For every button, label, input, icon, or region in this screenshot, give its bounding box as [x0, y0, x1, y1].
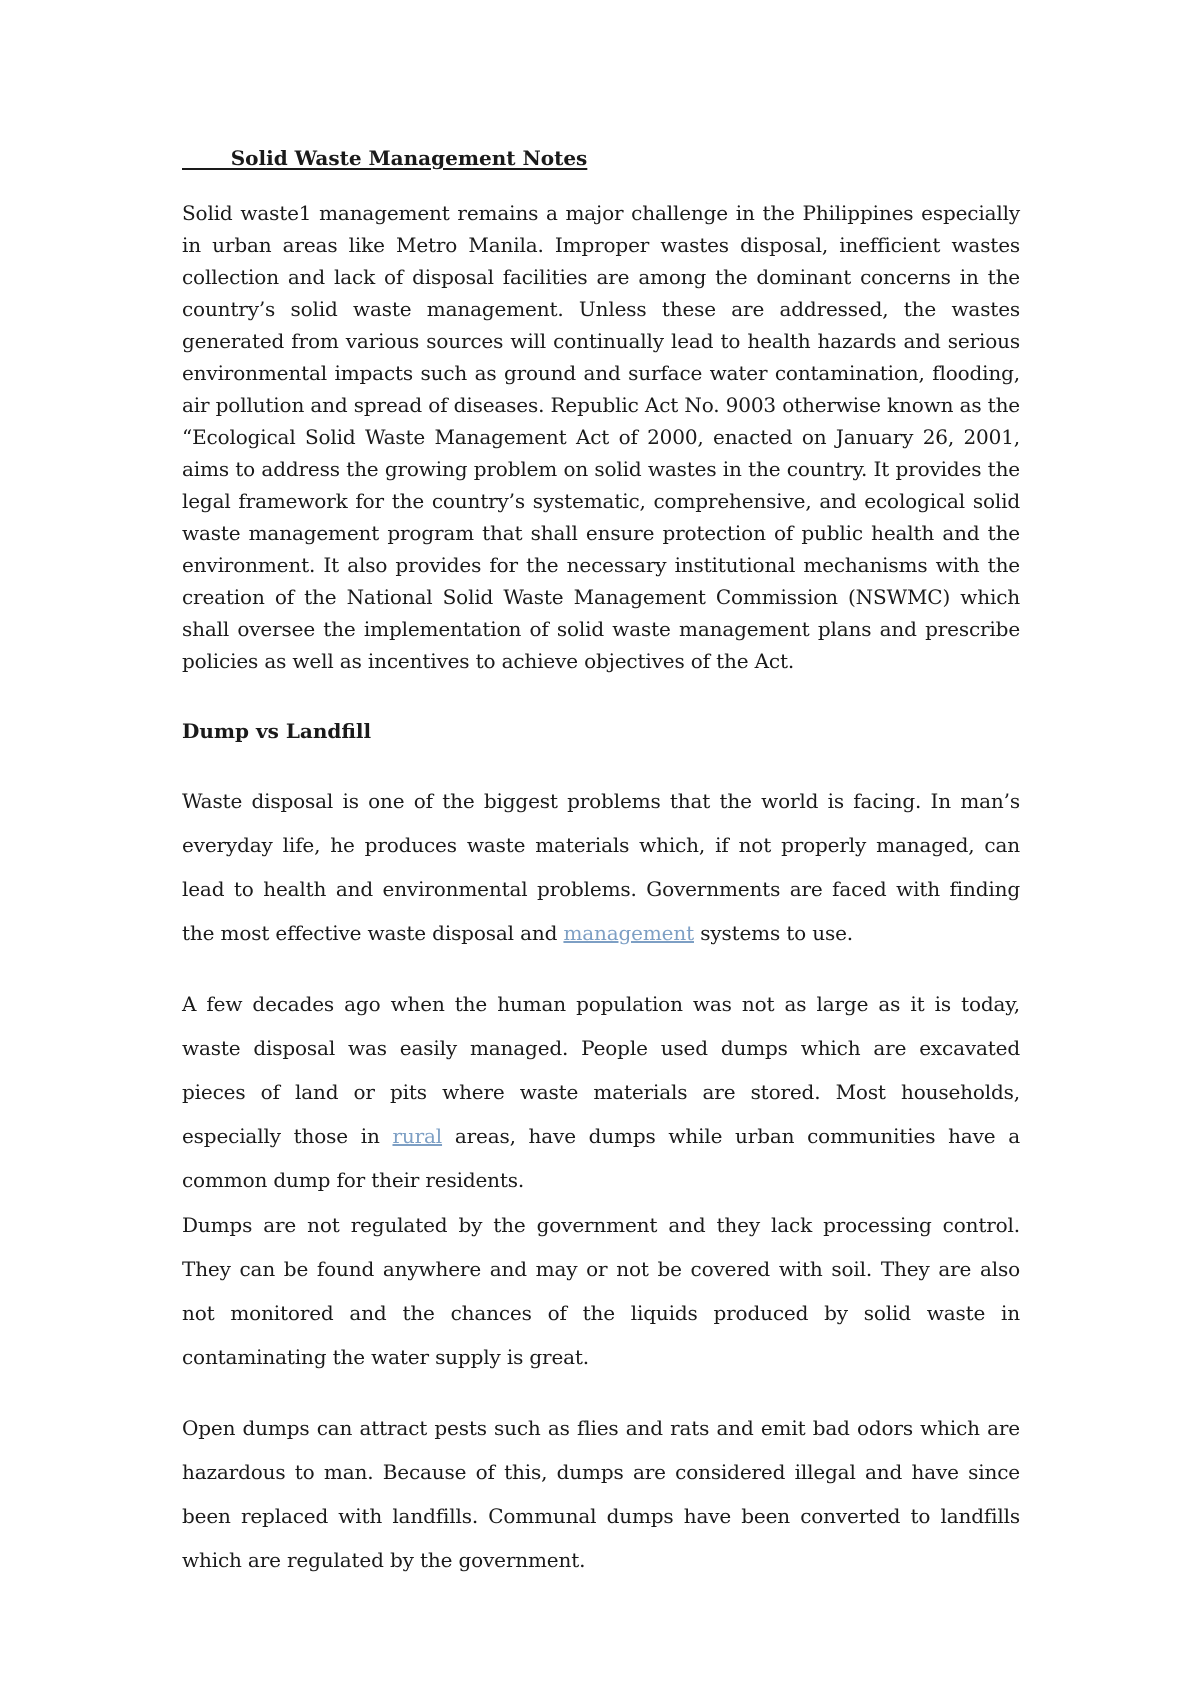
- paragraph-open-dumps: Open dumps can attract pests such as flies and rats and emit bad odors which are hazardous to man. Because of this, dumps are considered illegal and have since been replaced with landfills. Communal dumps have been converted to landfills which are regulated by the government.: [182, 1416, 1020, 1572]
- paragraph-decades-ago: [182, 982, 1020, 1202]
- document-title: Solid Waste Management Notes: [182, 146, 588, 170]
- paragraph-dumps-not-regulated: Dumps are not regulated by the government and they lack processing control. They can be found anywhere and may or not be covered with soil. They are also not monitored and the chances of the liquids produced by solid waste in contaminating the water supply is great.: [182, 1213, 1020, 1369]
- paragraph-text: Waste disposal is one of the biggest problems that the world is facing. In man’s everyday life, he produces waste materials which, if not properly managed, can lead to health and environmental problems. Governments are faced with finding the most effective waste disposal and: [182, 789, 1020, 945]
- section-heading: Dump vs Landfill: [182, 719, 372, 743]
- paragraph-text: areas, have dumps while urban communities have a common dump for their residents.: [182, 1124, 1021, 1192]
- intro-paragraph: Solid waste1 management remains a major challenge in the Philippines especially in urban areas like Metro Manila. Improper wastes disposal, inefficient wastes collection and lack of disposal facilities are among the dominant concerns in the country’s solid waste management. Unless these are addressed, the wastes generated from various sources will continually lead to health hazards and serious environmental impacts such as ground and surface water contamination, flooding, air pollution and spread of diseases. Republic Act No. 9003 otherwise known as the “Ecological Solid Waste Management Act of 2000, enacted on January 26, 2001, aims to address the growing problem on solid wastes in the country. It provides the legal framework for the country’s systematic, comprehensive, and ecological solid waste management program that shall ensure protection of public health and the environment. It also provides for the necessary institutional mechanisms with the creation of the National Solid Waste Management Commission (NSWMC) which shall oversee the implementation of solid waste management plans and prescribe policies as well as incentives to achieve objectives of the Act.: [182, 201, 1020, 673]
- paragraph-waste-disposal: [182, 779, 1020, 955]
- management-link[interactable]: management: [563, 921, 694, 945]
- paragraph-text: A few decades ago when the human population was not as large as it is today, waste disposal was easily managed. People used dumps which are excavated pieces of land or pits where waste materials are stored. Most households, especially those in: [182, 992, 1020, 1148]
- rural-link[interactable]: rural: [392, 1124, 443, 1148]
- paragraph-text: systems to use.: [694, 921, 854, 945]
